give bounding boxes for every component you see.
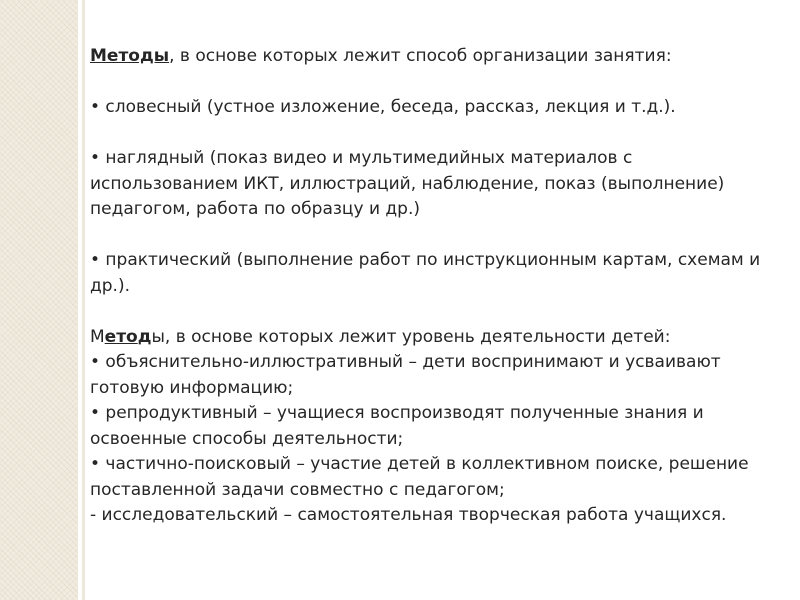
list-item: • объяснительно-иллюстративный – дети воспринимают и усваивают готовую информацию;: [90, 352, 721, 398]
slide-text: [90, 44, 780, 529]
spacer: [90, 70, 780, 96]
section2-heading-highlight: ето: [104, 326, 138, 347]
section2-heading-highlight: д: [137, 326, 152, 347]
list-item: - исследовательский – самостоятельная творческая работа учащихся.: [90, 505, 727, 525]
section1-heading: [90, 44, 780, 70]
section2-heading: [90, 325, 780, 351]
list-item: • практический (выполнение работ по инструкционным картам, схемам и др.).: [90, 250, 761, 296]
section2-heading-text: ы, в основе которых лежит уровень деятельности детей:: [151, 326, 671, 347]
list-item: • репродуктивный – учащиеся воспроизводят полученные знания и освоенные способы деятельности;: [90, 403, 704, 449]
decorative-divider: [82, 0, 85, 600]
list-item: • частично-поисковый – участие детей в коллективном поиске, решение поставленной задачи совместно с педагогом;: [90, 454, 749, 500]
spacer: [90, 121, 780, 147]
list-item: • словесный (устное изложение, беседа, рассказ, лекция и т.д.).: [90, 97, 676, 117]
section2-heading-letter: М: [90, 326, 105, 347]
list-item: • наглядный (показ видео и мультимедийных материалов с использованием ИКТ, иллюстраций, наблюдение, показ (выполнение) педагогом, работа по образцу и др.): [90, 148, 725, 219]
decorative-side-band: [0, 0, 78, 600]
section1-heading-text: , в основе которых лежит способ организации занятия:: [169, 46, 672, 66]
section1-heading-highlight: Методы: [90, 46, 170, 66]
spacer: [90, 299, 780, 325]
spacer: [90, 223, 780, 249]
